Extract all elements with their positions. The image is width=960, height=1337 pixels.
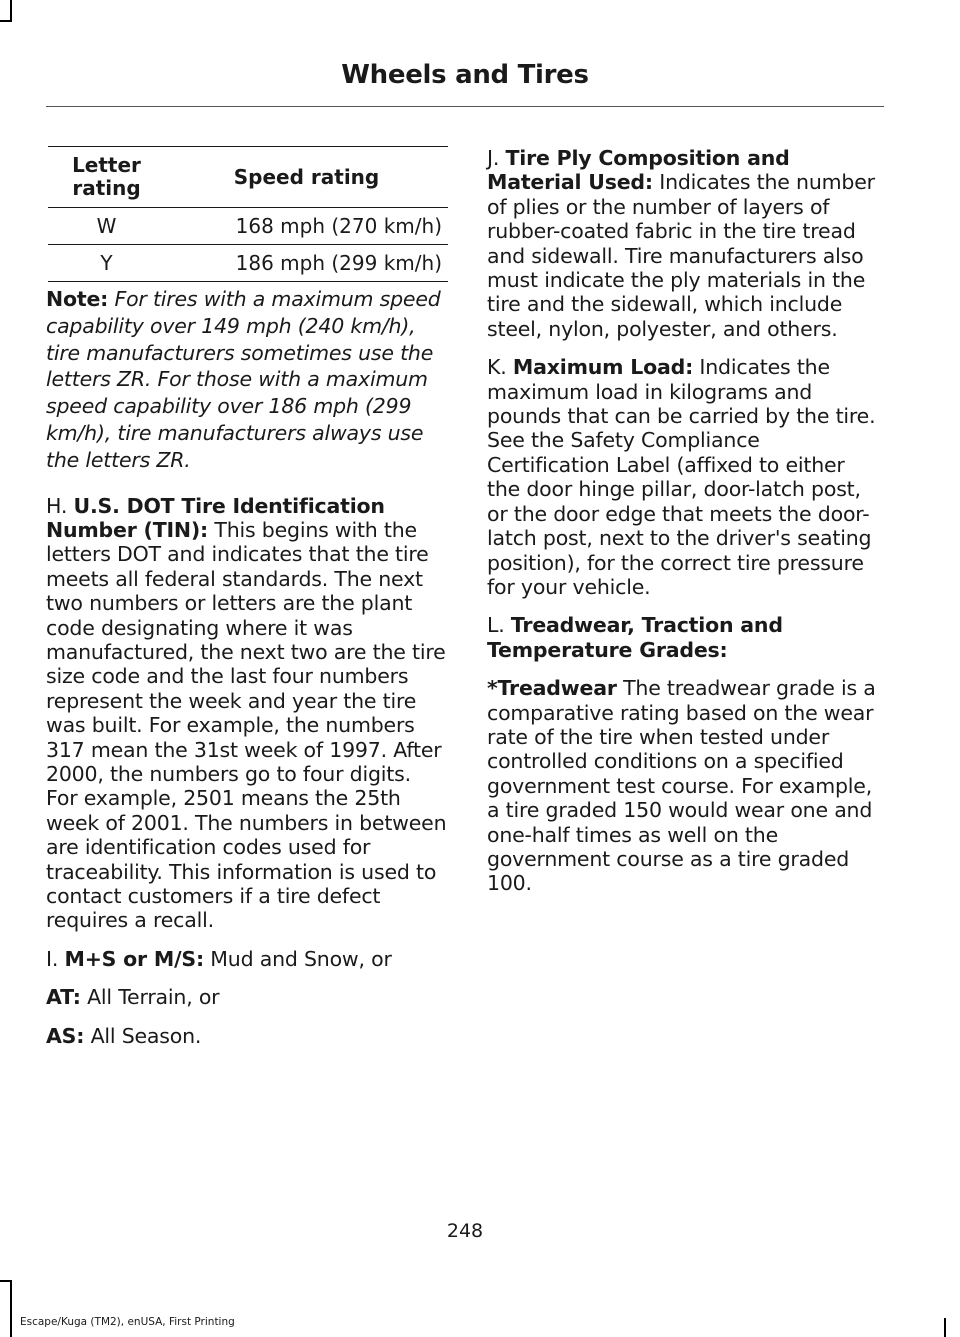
section-title: U.S. DOT Tire Identification Number (TIN):	[46, 493, 385, 542]
table-header-row	[48, 147, 448, 208]
section-j	[487, 146, 882, 341]
column-header-letter-rating: Letter rating	[48, 147, 165, 208]
right-column	[487, 146, 882, 910]
note-text: For tires with a maximum speed capability over 149 mph (240 km/h), tire manufacturers sometimes use the letters ZR. For those with a maximum speed capability over 186 mph (299 km/h), tire manufacturers always use the letters ZR.	[46, 287, 441, 472]
section-prefix: K.	[487, 355, 507, 380]
section-text: Indicates the maximum load in kilograms and pounds that can be carried by the tire. See the Safety Compliance Certification Label (affixed to either the door hinge pillar, door-latch post, or the door edge that meets the door-latch post, next to the driver's seating position), for the correct tire pressure for your vehicle.	[487, 355, 876, 599]
speed-cell: 168 mph (270 km/h)	[165, 208, 448, 245]
letter-cell: Y	[48, 245, 165, 282]
crop-mark	[0, 20, 12, 22]
page-number: 248	[446, 1220, 484, 1242]
section-prefix: L.	[487, 613, 505, 638]
footer-text: Escape/Kuga (TM2), enUSA, First Printing	[20, 1316, 235, 1328]
crop-mark	[10, 0, 12, 22]
section-text: All Season.	[90, 1023, 202, 1048]
section-title: M+S or M/S:	[64, 946, 204, 971]
section-text: Indicates the number of plies or the number of layers of rubber-coated fabric in the tire tread and sidewall. Tire manufacturers also must indicate the ply materials in the tire and the sidewall, which include steel, nylon, polyester, and others.	[487, 170, 875, 341]
letter-cell: W	[48, 208, 165, 245]
speed-cell: 186 mph (299 km/h)	[165, 245, 448, 282]
section-k	[487, 355, 882, 599]
crop-mark	[944, 1318, 946, 1337]
note-paragraph	[46, 286, 448, 474]
crop-mark	[10, 1280, 12, 1337]
section-title: Tire Ply Composition and Material Used:	[487, 146, 790, 195]
speed-rating-table	[48, 146, 448, 282]
section-prefix: H.	[46, 493, 68, 518]
left-column	[46, 146, 448, 1062]
section-title: AT:	[46, 985, 81, 1010]
table-row	[48, 208, 448, 245]
crop-mark	[0, 1280, 12, 1282]
section-text: This begins with the letters DOT and indicates that the tire meets all federal standards. The next two numbers or letters are the plant code designating where it was manufactured, the next two are the tire size code and the last four numbers represent the week and year the tire was built. For example, the numbers 317 mean the 31st week of 1997. After 2000, the numbers go to four digits. For example, 2501 means the 25th week of 2001. The numbers in between are identification codes used for traceability. This information is used to contact customers if a tire defect requires a recall.	[46, 517, 447, 933]
section-l	[487, 613, 882, 662]
section-prefix: J.	[487, 146, 500, 170]
section-text: Mud and Snow, or	[210, 946, 392, 971]
section-text: The treadwear grade is a comparative rating based on the wear rate of the tire when tested under controlled conditions on a specified government test course. For example, a tire graded 150 would wear one and one-half times as well on the government course as a tire graded 100.	[487, 676, 876, 896]
column-header-speed-rating: Speed rating	[165, 147, 448, 208]
section-prefix: I.	[46, 946, 59, 971]
header-divider	[46, 106, 884, 107]
section-title: Maximum Load:	[512, 355, 694, 380]
page-title: Wheels and Tires	[341, 60, 589, 90]
section-treadwear	[487, 676, 882, 896]
note-label: Note:	[46, 287, 109, 311]
section-at	[46, 985, 448, 1009]
section-i	[46, 947, 448, 971]
table-row	[48, 245, 448, 282]
section-as	[46, 1024, 448, 1048]
section-title: AS:	[46, 1023, 85, 1048]
page-header	[46, 60, 884, 90]
section-h	[46, 494, 448, 933]
section-text: All Terrain, or	[87, 985, 220, 1010]
section-title: Treadwear, Traction and Temperature Grades:	[487, 613, 783, 662]
section-title: *Treadwear	[487, 676, 617, 701]
